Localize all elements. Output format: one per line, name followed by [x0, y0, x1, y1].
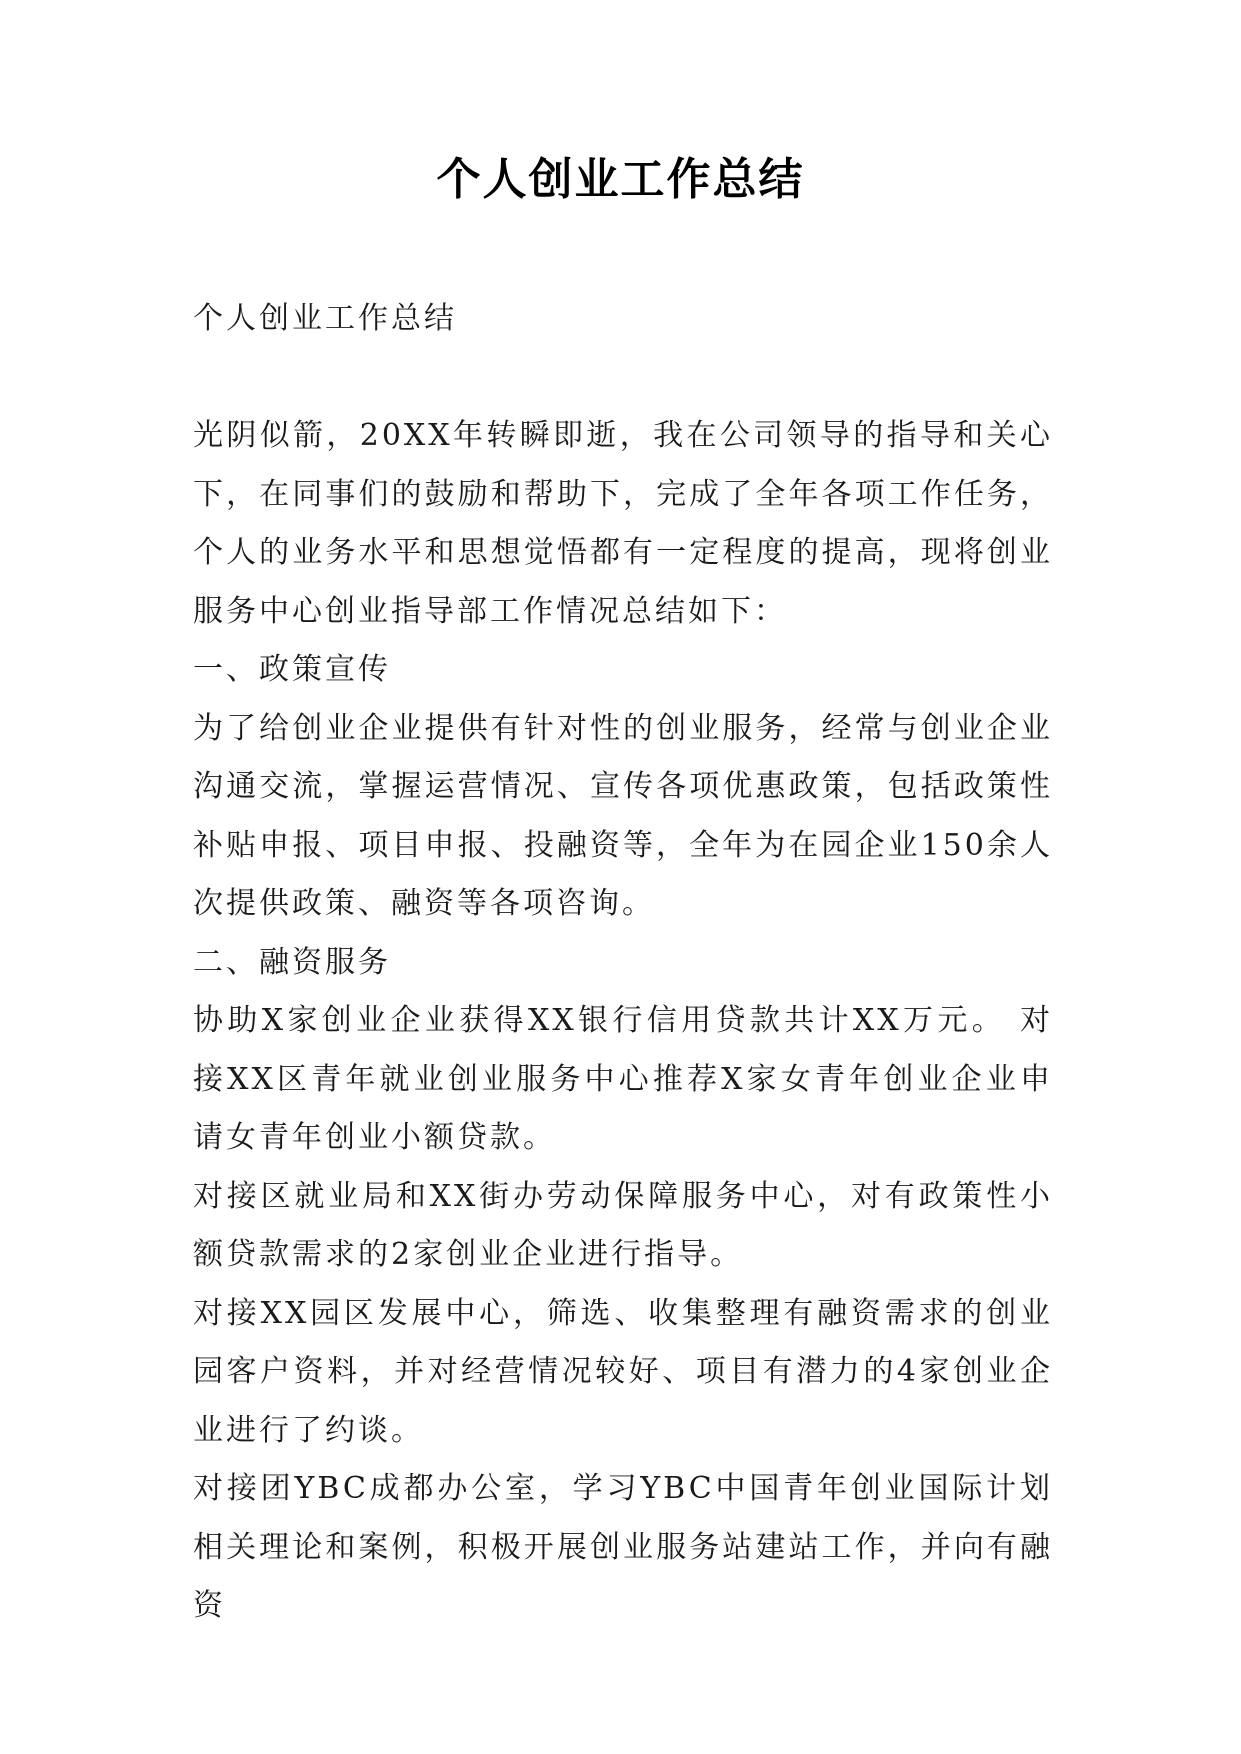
document-subtitle: 个人创业工作总结 — [193, 301, 457, 336]
paragraph-financing-4: 对接团YBC成都办公室，学习YBC中国青年创业国际计划相关理论和案例，积极开展创业服务站建站工作，并向有融资 — [193, 1471, 1053, 1623]
paragraph-financing-2: 对接区就业局和XX街办劳动保障服务中心，对有政策性小额贷款需求的2家创业企业进行指导。 — [193, 1178, 1053, 1272]
section-heading-financing: 二、融资服务 — [193, 944, 391, 980]
document-title: 个人创业工作总结 — [436, 154, 805, 205]
document-body — [193, 290, 1053, 1636]
paragraph-policy: 为了给创业企业提供有针对性的创业服务，经常与创业企业沟通交流，掌握运营情况、宣传各项优惠政策，包括政策性补贴申报、项目申报、投融资等，全年为在园企业150余人次提供政策、融资等各项咨询。 — [193, 710, 1053, 921]
paragraph-financing-3: 对接XX园区发展中心，筛选、收集整理有融资需求的创业园客户资料，并对经营情况较好、项目有潜力的4家创业企业进行了约谈。 — [193, 1295, 1053, 1448]
paragraph-intro: 光阴似箭，20XX年转瞬即逝，我在公司领导的指导和关心下，在同事们的鼓励和帮助下，完成了全年各项工作任务，个人的业务水平和思想觉悟都有一定程度的提高，现将创业服务中心创业指导部工作情况总结如下： — [193, 418, 1053, 629]
paragraph-financing-1: 协助X家创业企业获得XX银行信用贷款共计XX万元。 对接XX区青年就业创业服务中心推荐X家女青年创业企业申请女青年创业小额贷款。 — [193, 1003, 1053, 1155]
section-heading-policy: 一、政策宣传 — [193, 652, 391, 687]
